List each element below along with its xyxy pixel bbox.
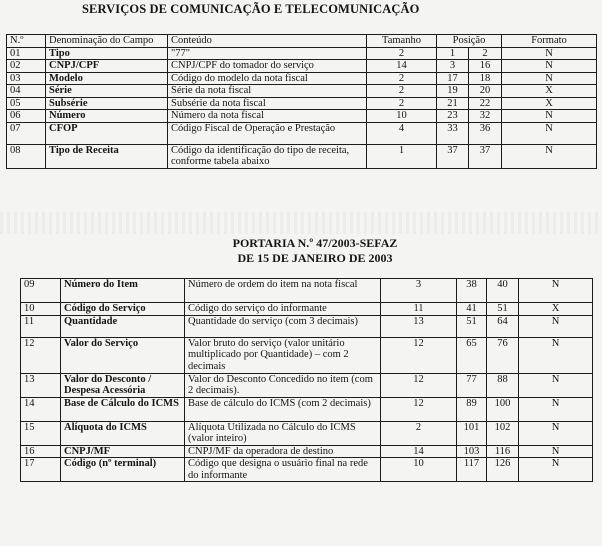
cell-num: 06: [7, 110, 46, 123]
cell-posicao-final: 18: [469, 72, 502, 85]
table-header-row: [7, 35, 597, 48]
cell-conteudo: Número de ordem do item na nota fiscal: [185, 279, 381, 303]
cell-posicao-final: 22: [469, 97, 502, 110]
cell-posicao-final: 32: [469, 110, 502, 123]
cell-tamanho: 3: [381, 279, 457, 303]
table-row: [21, 445, 593, 458]
table-row: [21, 337, 593, 373]
cell-denominacao: Modelo: [46, 72, 168, 85]
table-row: [21, 373, 593, 397]
header-conteudo: Conteúdo: [168, 35, 367, 48]
table-row: [21, 421, 593, 445]
cell-tamanho: 4: [367, 122, 437, 144]
cell-conteudo: Código da identificação do tipo de receita, conforme tabela abaixo: [168, 144, 367, 168]
cell-num: 07: [7, 122, 46, 144]
header-posicao: Posição: [437, 35, 502, 48]
cell-denominacao: Valor do Desconto / Despesa Acessória: [61, 373, 185, 397]
cell-denominacao: Código do Serviço: [61, 303, 185, 316]
cell-tamanho: 2: [367, 85, 437, 98]
cell-denominacao: Código (nº terminal): [61, 458, 185, 482]
cell-formato: N: [519, 373, 593, 397]
cell-denominacao: Subsérie: [46, 97, 168, 110]
cell-num: 12: [21, 337, 61, 373]
cell-posicao-final: 116: [487, 445, 519, 458]
cell-conteudo: Número da nota fiscal: [168, 110, 367, 123]
cell-posicao-final: 64: [487, 315, 519, 337]
cell-denominacao: Tipo: [46, 47, 168, 60]
cell-conteudo: Código que designa o usuário final na rede do informante: [185, 458, 381, 482]
scan-artifact: [0, 212, 602, 234]
cell-denominacao: Quantidade: [61, 315, 185, 337]
header-formato: Formato: [502, 35, 597, 48]
cell-posicao-inicial: 37: [437, 144, 469, 168]
cell-posicao-inicial: 1: [437, 47, 469, 60]
cell-posicao-final: 76: [487, 337, 519, 373]
cell-posicao-final: 51: [487, 303, 519, 316]
cell-tamanho: 11: [381, 303, 457, 316]
cell-conteudo: Código do modelo da nota fiscal: [168, 72, 367, 85]
cell-posicao-inicial: 117: [457, 458, 487, 482]
cell-denominacao: CNPJ/CPF: [46, 60, 168, 73]
cell-num: 15: [21, 421, 61, 445]
cell-posicao-final: 126: [487, 458, 519, 482]
table-row: [7, 110, 597, 123]
cell-num: 14: [21, 397, 61, 421]
field-layout-table-1: [6, 34, 597, 169]
cell-num: 03: [7, 72, 46, 85]
portaria-number: PORTARIA N.º 47/2003-SEFAZ: [232, 236, 398, 250]
cell-posicao-final: 37: [469, 144, 502, 168]
cell-num: 10: [21, 303, 61, 316]
cell-formato: N: [519, 458, 593, 482]
cell-conteudo: Série da nota fiscal: [168, 85, 367, 98]
cell-posicao-inicial: 33: [437, 122, 469, 144]
cell-posicao-final: 88: [487, 373, 519, 397]
cell-denominacao: CNPJ/MF: [61, 445, 185, 458]
header-tamanho: Tamanho: [367, 35, 437, 48]
cell-conteudo: CNPJ/CPF do tomador do serviço: [168, 60, 367, 73]
cell-tamanho: 14: [381, 445, 457, 458]
cell-formato: N: [519, 337, 593, 373]
cell-posicao-final: 36: [469, 122, 502, 144]
table-row: [7, 122, 597, 144]
cell-denominacao: Número: [46, 110, 168, 123]
cell-denominacao: Número do Item: [61, 279, 185, 303]
cell-tamanho: 2: [367, 72, 437, 85]
cell-conteudo: Base de cálculo do ICMS (com 2 decimais): [185, 397, 381, 421]
table-row: [7, 144, 597, 168]
cell-posicao-inicial: 41: [457, 303, 487, 316]
cell-posicao-inicial: 38: [457, 279, 487, 303]
cell-num: 17: [21, 458, 61, 482]
cell-denominacao: Tipo de Receita: [46, 144, 168, 168]
table-row: [7, 85, 597, 98]
cell-tamanho: 2: [367, 97, 437, 110]
cell-formato: X: [519, 303, 593, 316]
cell-formato: N: [502, 122, 597, 144]
cell-conteudo: Código Fiscal de Operação e Prestação: [168, 122, 367, 144]
table-row: [21, 303, 593, 316]
cell-num: 01: [7, 47, 46, 60]
cell-conteudo: CNPJ/MF da operadora de destino: [185, 445, 381, 458]
cell-formato: N: [502, 110, 597, 123]
portaria-date: DE 15 DE JANEIRO DE 2003: [237, 251, 393, 265]
cell-posicao-final: 102: [487, 421, 519, 445]
table-row: [21, 397, 593, 421]
cell-formato: X: [502, 85, 597, 98]
cell-denominacao: Valor do Serviço: [61, 337, 185, 373]
cell-formato: N: [519, 397, 593, 421]
cell-tamanho: 12: [381, 373, 457, 397]
table-row: [7, 47, 597, 60]
cell-formato: N: [519, 421, 593, 445]
cell-tamanho: 1: [367, 144, 437, 168]
cell-posicao-inicial: 103: [457, 445, 487, 458]
table-row: [7, 97, 597, 110]
cell-posicao-inicial: 51: [457, 315, 487, 337]
cell-posicao-final: 20: [469, 85, 502, 98]
cell-formato: N: [519, 315, 593, 337]
cell-posicao-inicial: 23: [437, 110, 469, 123]
cell-num: 13: [21, 373, 61, 397]
cell-posicao-inicial: 3: [437, 60, 469, 73]
cell-conteudo: Código do serviço do informante: [185, 303, 381, 316]
page-title: SERVIÇOS DE COMUNICAÇÃO E TELECOMUNICAÇÃO: [82, 2, 420, 16]
table-row: [21, 279, 593, 303]
cell-posicao-inicial: 21: [437, 97, 469, 110]
cell-num: 04: [7, 85, 46, 98]
cell-tamanho: 12: [381, 397, 457, 421]
cell-num: 11: [21, 315, 61, 337]
cell-num: 05: [7, 97, 46, 110]
cell-posicao-inicial: 65: [457, 337, 487, 373]
portaria-heading: [170, 236, 460, 266]
cell-formato: X: [502, 97, 597, 110]
header-num: N.º: [7, 35, 46, 48]
cell-posicao-inicial: 89: [457, 397, 487, 421]
cell-num: 16: [21, 445, 61, 458]
cell-conteudo: Valor bruto do serviço (valor unitário multiplicado por Quantidade) – com 2 decimais: [185, 337, 381, 373]
field-layout-table-2: [20, 278, 593, 482]
cell-formato: N: [502, 144, 597, 168]
cell-posicao-final: 100: [487, 397, 519, 421]
cell-denominacao: Alíquota do ICMS: [61, 421, 185, 445]
cell-num: 09: [21, 279, 61, 303]
table-row: [7, 60, 597, 73]
cell-posicao-inicial: 17: [437, 72, 469, 85]
cell-posicao-inicial: 101: [457, 421, 487, 445]
cell-tamanho: 2: [367, 47, 437, 60]
cell-tamanho: 2: [381, 421, 457, 445]
cell-tamanho: 12: [381, 337, 457, 373]
table-row: [21, 315, 593, 337]
cell-conteudo: Quantidade do serviço (com 3 decimais): [185, 315, 381, 337]
cell-denominacao: Base de Cálculo do ICMS: [61, 397, 185, 421]
cell-formato: N: [502, 60, 597, 73]
table-row: [21, 458, 593, 482]
cell-posicao-inicial: 19: [437, 85, 469, 98]
header-denominacao: Denominação do Campo: [46, 35, 168, 48]
cell-posicao-final: 16: [469, 60, 502, 73]
cell-tamanho: 14: [367, 60, 437, 73]
cell-tamanho: 10: [367, 110, 437, 123]
cell-conteudo: "77": [168, 47, 367, 60]
cell-formato: N: [502, 72, 597, 85]
cell-posicao-final: 40: [487, 279, 519, 303]
cell-conteudo: Subsérie da nota fiscal: [168, 97, 367, 110]
cell-denominacao: CFOP: [46, 122, 168, 144]
cell-formato: N: [519, 445, 593, 458]
cell-num: 02: [7, 60, 46, 73]
table-row: [7, 72, 597, 85]
cell-posicao-inicial: 77: [457, 373, 487, 397]
cell-tamanho: 13: [381, 315, 457, 337]
cell-tamanho: 10: [381, 458, 457, 482]
cell-formato: N: [519, 279, 593, 303]
cell-conteudo: Valor do Desconto Concedido no item (com 2 decimais).: [185, 373, 381, 397]
cell-denominacao: Série: [46, 85, 168, 98]
cell-num: 08: [7, 144, 46, 168]
cell-conteudo: Alíquota Utilizada no Cálculo do ICMS (valor inteiro): [185, 421, 381, 445]
cell-posicao-final: 2: [469, 47, 502, 60]
cell-formato: N: [502, 47, 597, 60]
